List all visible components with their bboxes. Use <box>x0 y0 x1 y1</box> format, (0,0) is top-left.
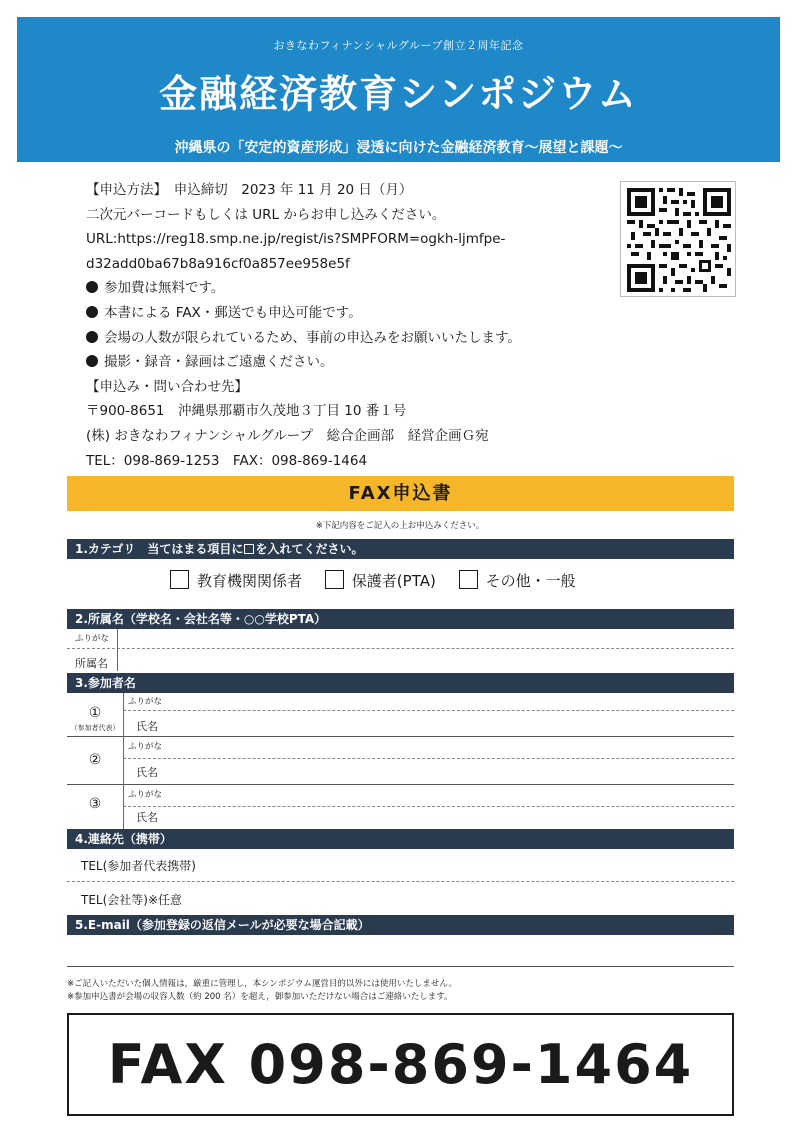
qr-code-icon[interactable] <box>620 181 736 297</box>
bullet-item: 参加費は無料です。 <box>86 276 606 301</box>
contact-org: (株) おきなわフィナンシャルグループ 総合企画部 経営企画Ｇ宛 <box>86 427 489 444</box>
participant-2-name-row[interactable]: 氏名 <box>123 759 734 785</box>
participant-2-cell <box>67 737 123 785</box>
form-divider <box>123 693 124 829</box>
checkbox-other[interactable] <box>459 570 478 589</box>
furigana-label: ふりがな <box>75 634 110 644</box>
tel-representative-label: TEL(参加者代表携帯) <box>81 859 196 873</box>
category-options <box>170 570 594 591</box>
bullet-item: 会場の人数が限られているため、事前の申込みをお願いいたします。 <box>86 326 606 351</box>
org-line: おきなわフィナンシャルグループ創立２周年記念 <box>273 39 524 52</box>
section-email: 5.E-mail（参加登録の返信メールが必要な場合記載） <box>67 915 734 935</box>
participant-1-cell <box>67 693 123 737</box>
info-url-2[interactable]: d32add0ba67b8a916cf0a857ee958e5f <box>86 255 350 272</box>
page-subtitle: 沖縄県の「安定的資産形成」浸透に向けた金融経済教育～展望と課題～ <box>174 140 623 156</box>
checkbox-education[interactable] <box>170 570 189 589</box>
info-block <box>86 178 606 473</box>
participant-1-number: ① <box>88 705 102 721</box>
section-category: 1.カテゴリ 当てはまる項目に を入れてください。 <box>67 539 734 559</box>
category-other[interactable]: その他・一般 <box>459 572 576 590</box>
fax-number: FAX 098-869-1464 <box>67 1013 734 1116</box>
participant-1-furigana-row[interactable]: ふりがな <box>123 693 734 711</box>
bullet-icon <box>86 331 98 343</box>
participant-2-number: ② <box>88 752 102 768</box>
fax-form-title: FAX申込書 <box>67 476 734 511</box>
bullet-icon <box>86 281 98 293</box>
section-contact: 4.連絡先（携帯） <box>67 829 734 849</box>
qr-code-graphic <box>627 188 731 292</box>
participant-2-furigana-row[interactable]: ふりがな <box>123 737 734 759</box>
contact-tel-fax: TEL：098-869-1253 FAX：098-869-1464 <box>86 452 368 469</box>
participant-3-furigana-row[interactable]: ふりがな <box>123 785 734 807</box>
contact-address: 〒900-8651 沖縄県那覇市久茂地３丁目 10 番１号 <box>86 403 407 420</box>
affiliation-label: 所属名 <box>75 657 108 670</box>
category-education[interactable]: 教育機関関係者 <box>170 572 302 590</box>
bullet-item: 撮影・録音・録画はご遠慮ください。 <box>86 350 606 375</box>
form-note: ※下記内容をご記入の上お申込みください。 <box>315 521 485 531</box>
participant-1-name-row[interactable]: 氏名 <box>123 711 734 737</box>
info-url-1[interactable]: URL:https://reg18.smp.ne.jp/regist/is?SMPFORM=ogkh-ljmfpe- <box>86 231 506 248</box>
info-method: 【申込方法】 申込締切 2023 年 11 月 20 日（月） <box>86 182 413 198</box>
affiliation-furigana-row[interactable] <box>67 629 734 649</box>
info-instructions: 二次元バーコードもしくは URL からお申し込みください。 <box>86 206 446 223</box>
checkbox-parents[interactable] <box>325 570 344 589</box>
page-title: 金融経済教育シンポジウム <box>159 72 638 116</box>
category-parents[interactable]: 保護者(PTA) <box>325 572 436 590</box>
bullet-item: 本書による FAX・郵送でも申込可能です。 <box>86 301 606 326</box>
form-divider <box>117 629 118 671</box>
bullet-icon <box>86 306 98 318</box>
section-participants: 3.参加者名 <box>67 673 734 693</box>
header-banner <box>17 17 780 162</box>
tel-company-row[interactable] <box>67 882 734 913</box>
bullet-icon <box>86 355 98 367</box>
capacity-note: ※参加申込書が会場の収容人数（約 200 名）を超え，御参加いただけない場合はご連絡いたします。 <box>67 992 453 1002</box>
tel-representative-row[interactable] <box>67 849 734 882</box>
email-row[interactable] <box>67 935 734 967</box>
participant-3-number: ③ <box>88 796 102 812</box>
participant-1-sub: （参加者代表） <box>70 724 120 732</box>
tel-company-label: TEL(会社等)※任意 <box>81 893 183 907</box>
section-affiliation: 2.所属名（学校名・会社名等・○○学校PTA） <box>67 609 734 629</box>
participant-3-name-row[interactable]: 氏名 <box>136 811 158 824</box>
affiliation-name-row[interactable] <box>67 649 734 671</box>
checkmark-icon <box>244 544 254 554</box>
privacy-note: ※ご記入いただいた個人情報は，厳重に管理し，本シンポジウム運営目的以外には使用いたしません。 <box>67 979 457 989</box>
contact-heading: 【申込み・問い合わせ先】 <box>86 378 248 395</box>
